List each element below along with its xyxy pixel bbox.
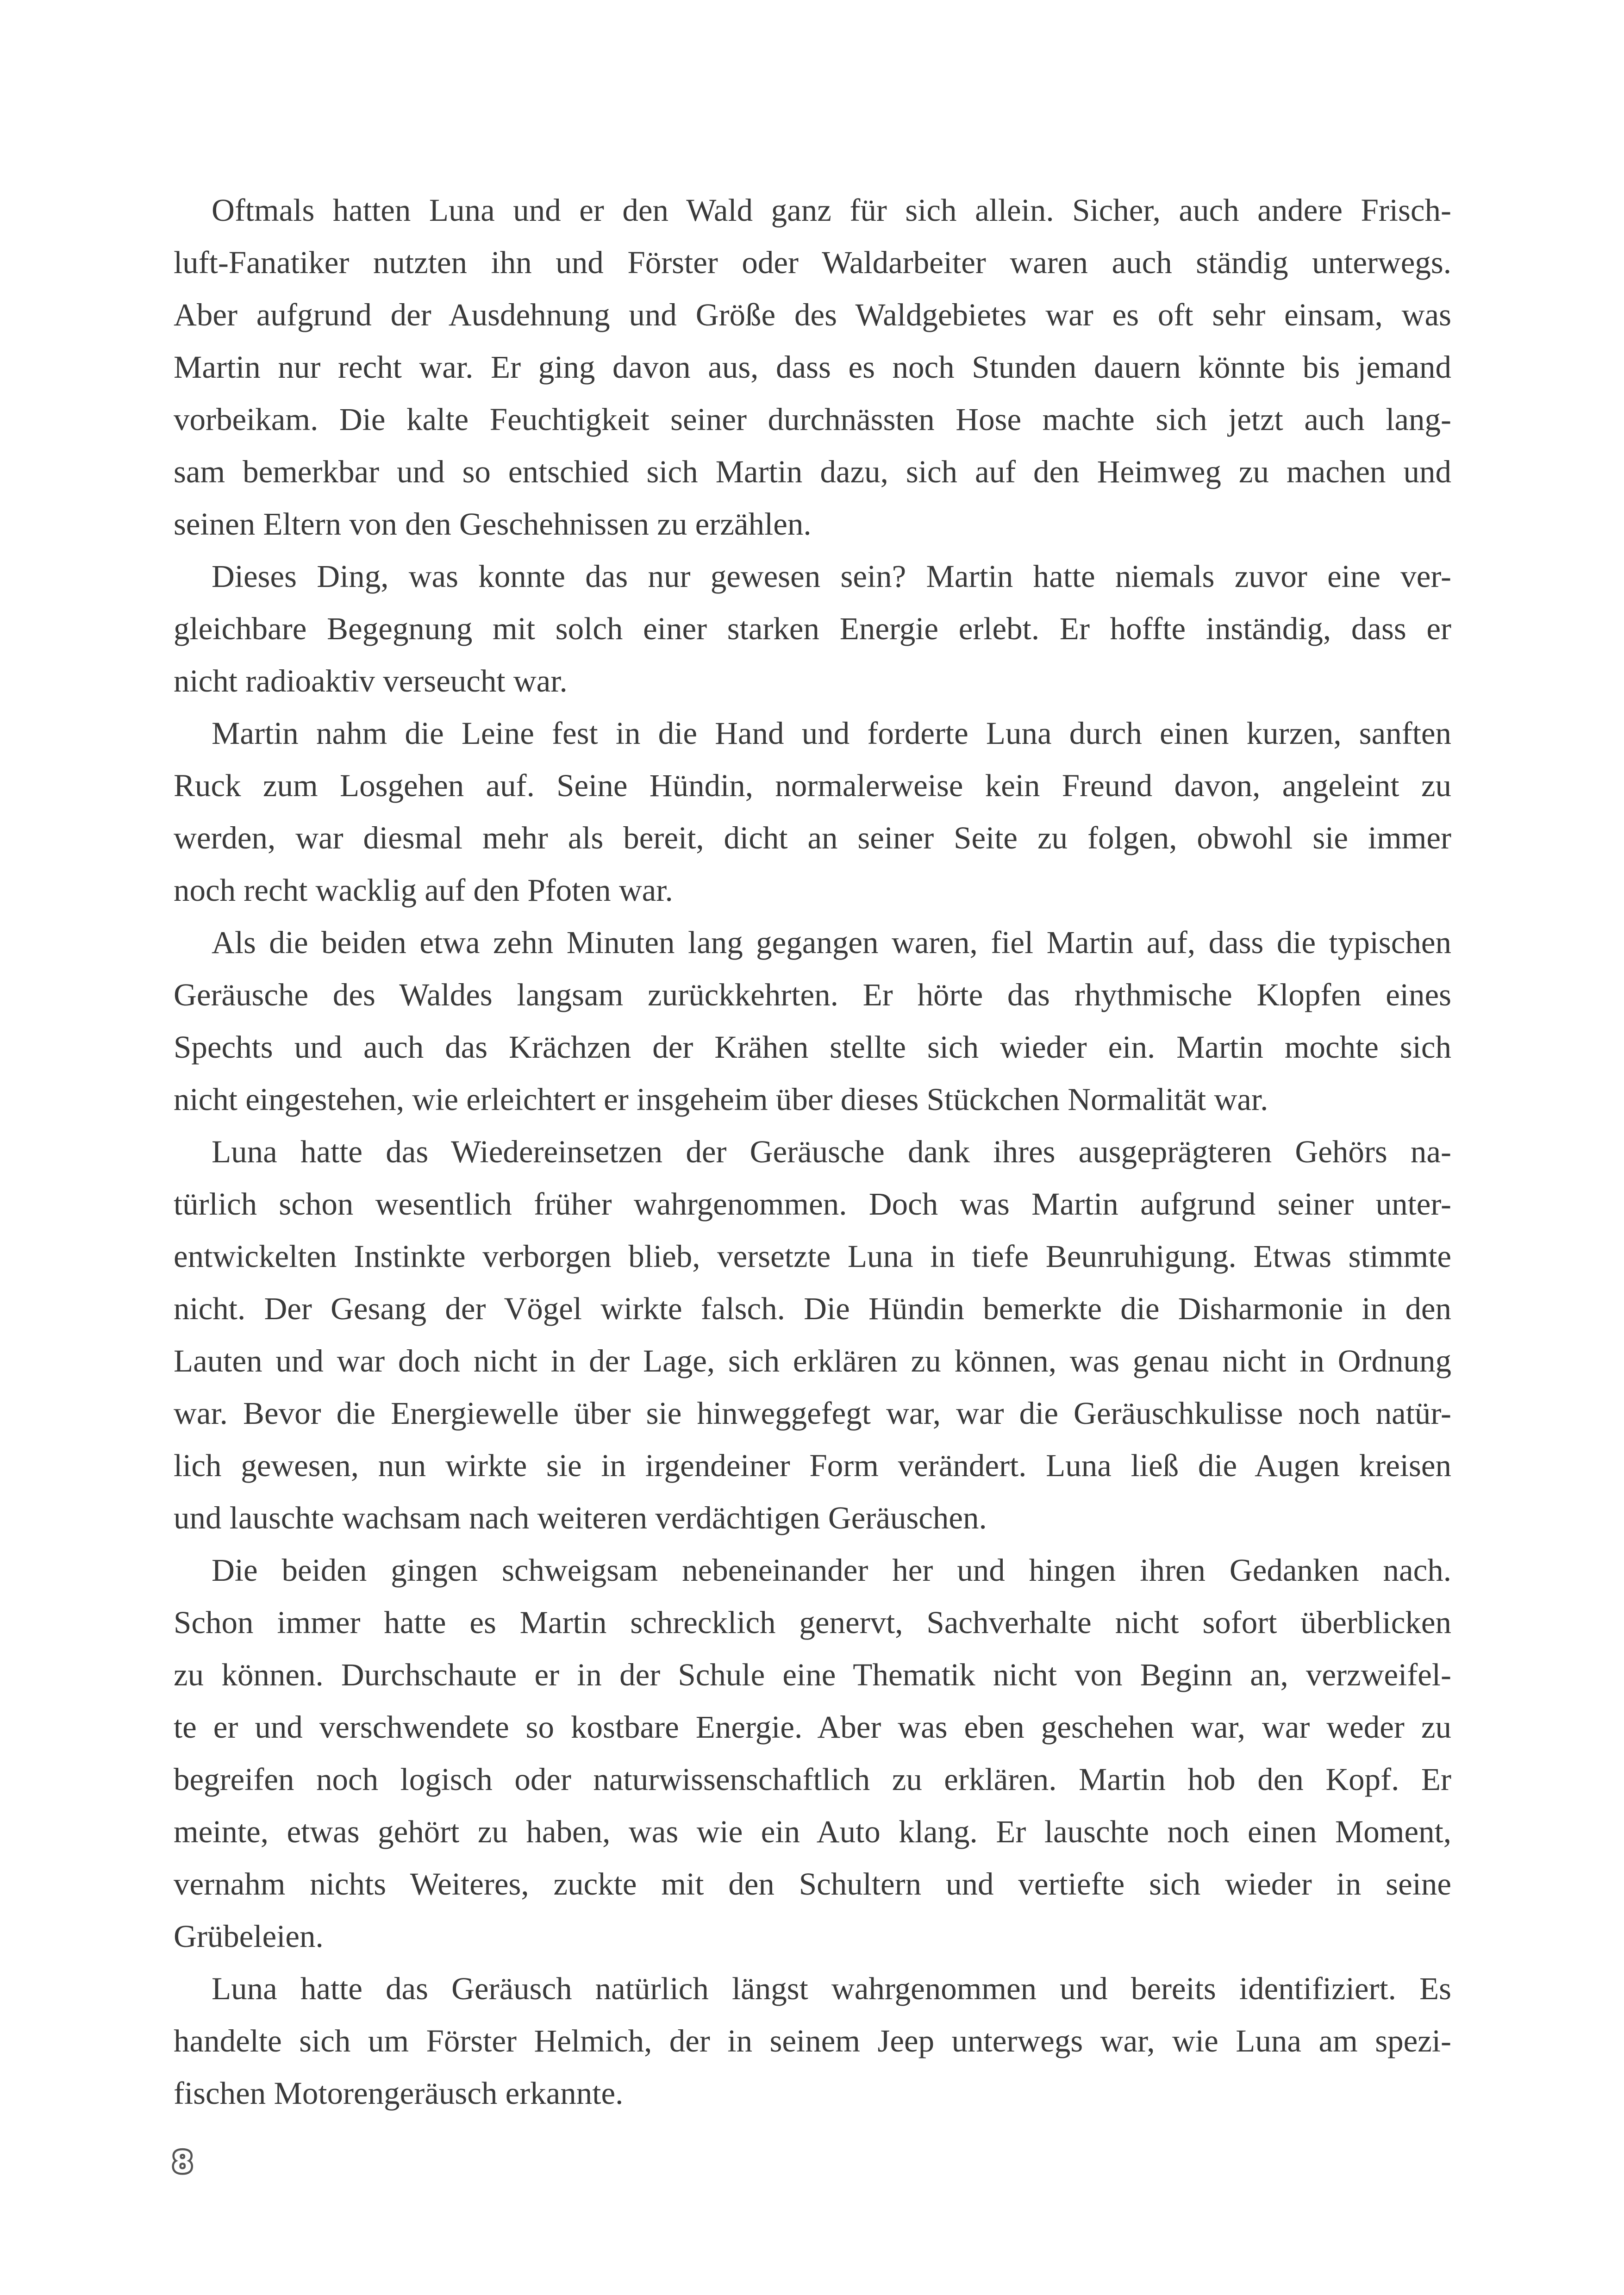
text-line: türlich schon wesentlich früher wahrgenommen. Doch was Martin aufgrund seiner unter- xyxy=(174,1186,1451,1222)
text-line: Luna hatte das Geräusch natürlich längst wahrgenommen und bereits identifiziert. Es xyxy=(212,1971,1451,2006)
text-line: te er und verschwendete so kostbare Energie. Aber was eben geschehen war, war weder zu xyxy=(174,1709,1451,1745)
text-line: zu können. Durchschaute er in der Schule eine Thematik nicht von Beginn an, verzweifel- xyxy=(174,1657,1451,1692)
text-line: und lauschte wachsam nach weiteren verdächtigen Geräuschen. xyxy=(174,1500,987,1535)
text-line: Martin nur recht war. Er ging davon aus, dass es noch Stunden dauern könnte bis jemand xyxy=(174,349,1451,385)
text-line: Martin nahm die Leine fest in die Hand und forderte Luna durch einen kurzen, sanften xyxy=(212,716,1451,751)
text-line: Lauten und war doch nicht in der Lage, sich erklären zu können, was genau nicht in Ordnung xyxy=(174,1343,1451,1378)
paragraph xyxy=(174,1963,1451,2120)
text-line: noch recht wacklig auf den Pfoten war. xyxy=(174,873,673,908)
text-line: nicht. Der Gesang der Vögel wirkte falsch. Die Hündin bemerkte die Disharmonie in den xyxy=(174,1291,1451,1326)
paragraph xyxy=(174,550,1451,707)
text-line: werden, war diesmal mehr als bereit, dicht an seiner Seite zu folgen, obwohl sie immer xyxy=(174,820,1451,855)
text-line: sam bemerkbar und so entschied sich Martin dazu, sich auf den Heimweg zu machen und xyxy=(174,454,1451,489)
text-line: lich gewesen, nun wirkte sie in irgendeiner Form verändert. Luna ließ die Augen kreisen xyxy=(174,1448,1451,1483)
text-line: handelte sich um Förster Helmich, der in seinem Jeep unterwegs war, wie Luna am spezi- xyxy=(174,2023,1451,2058)
text-line: seinen Eltern von den Geschehnissen zu erzählen. xyxy=(174,506,812,542)
text-line: Geräusche des Waldes langsam zurückkehrten. Er hörte das rhythmische Klopfen eines xyxy=(174,977,1451,1012)
paragraph xyxy=(174,707,1451,917)
paragraph xyxy=(174,917,1451,1126)
text-line: Ruck zum Losgehen auf. Seine Hündin, normalerweise kein Freund davon, angeleint zu xyxy=(174,768,1451,803)
text-line: luft-Fanatiker nutzten ihn und Förster oder Waldarbeiter waren auch ständig unterwegs. xyxy=(174,245,1451,280)
text-line: Als die beiden etwa zehn Minuten lang gegangen waren, fiel Martin auf, dass die typischen xyxy=(212,925,1451,960)
text-line: vernahm nichts Weiteres, zuckte mit den Schultern und vertiefte sich wieder in seine xyxy=(174,1866,1451,1902)
text-line: entwickelten Instinkte verborgen blieb, versetzte Luna in tiefe Beunruhigung. Etwas stimmte xyxy=(174,1239,1451,1274)
text-line: gleichbare Begegnung mit solch einer starken Energie erlebt. Er hoffte inständig, dass er xyxy=(174,611,1451,646)
text-line: Die beiden gingen schweigsam nebeneinander her und hingen ihren Gedanken nach. xyxy=(212,1553,1451,1588)
text-line: Luna hatte das Wiedereinsetzen der Geräusche dank ihres ausgeprägteren Gehörs na- xyxy=(212,1134,1451,1169)
text-line: Oftmals hatten Luna und er den Wald ganz für sich allein. Sicher, auch andere Frisch- xyxy=(212,193,1451,228)
text-line: Spechts und auch das Krächzen der Krähen stellte sich wieder ein. Martin mochte sich xyxy=(174,1029,1451,1065)
text-line: vorbeikam. Die kalte Feuchtigkeit seiner durchnässten Hose machte sich jetzt auch lang- xyxy=(174,402,1451,437)
text-line: Dieses Ding, was konnte das nur gewesen sein? Martin hatte niemals zuvor eine ver- xyxy=(212,559,1451,594)
text-line: Schon immer hatte es Martin schrecklich genervt, Sachverhalte nicht sofort überblicken xyxy=(174,1605,1451,1640)
text-line: nicht eingestehen, wie erleichtert er insgeheim über dieses Stückchen Normalität war. xyxy=(174,1082,1268,1117)
text-line: war. Bevor die Energiewelle über sie hinweggefegt war, war die Geräuschkulisse noch natür- xyxy=(174,1396,1451,1431)
body-text xyxy=(174,184,1451,2120)
paragraph xyxy=(174,184,1451,550)
text-line: begreifen noch logisch oder naturwissenschaftlich zu erklären. Martin hob den Kopf. Er xyxy=(174,1762,1451,1797)
text-line: Grübeleien. xyxy=(174,1919,324,1954)
paragraph xyxy=(174,1126,1451,1544)
text-line: Aber aufgrund der Ausdehnung und Größe des Waldgebietes war es oft sehr einsam, was xyxy=(174,297,1451,332)
text-line: fischen Motorengeräusch erkannte. xyxy=(174,2076,624,2111)
text-line: meinte, etwas gehört zu haben, was wie ein Auto klang. Er lauschte noch einen Moment, xyxy=(174,1814,1451,1849)
paragraph xyxy=(174,1544,1451,1963)
page-number: 8 xyxy=(172,2145,193,2180)
text-line: nicht radioaktiv verseucht war. xyxy=(174,663,568,698)
